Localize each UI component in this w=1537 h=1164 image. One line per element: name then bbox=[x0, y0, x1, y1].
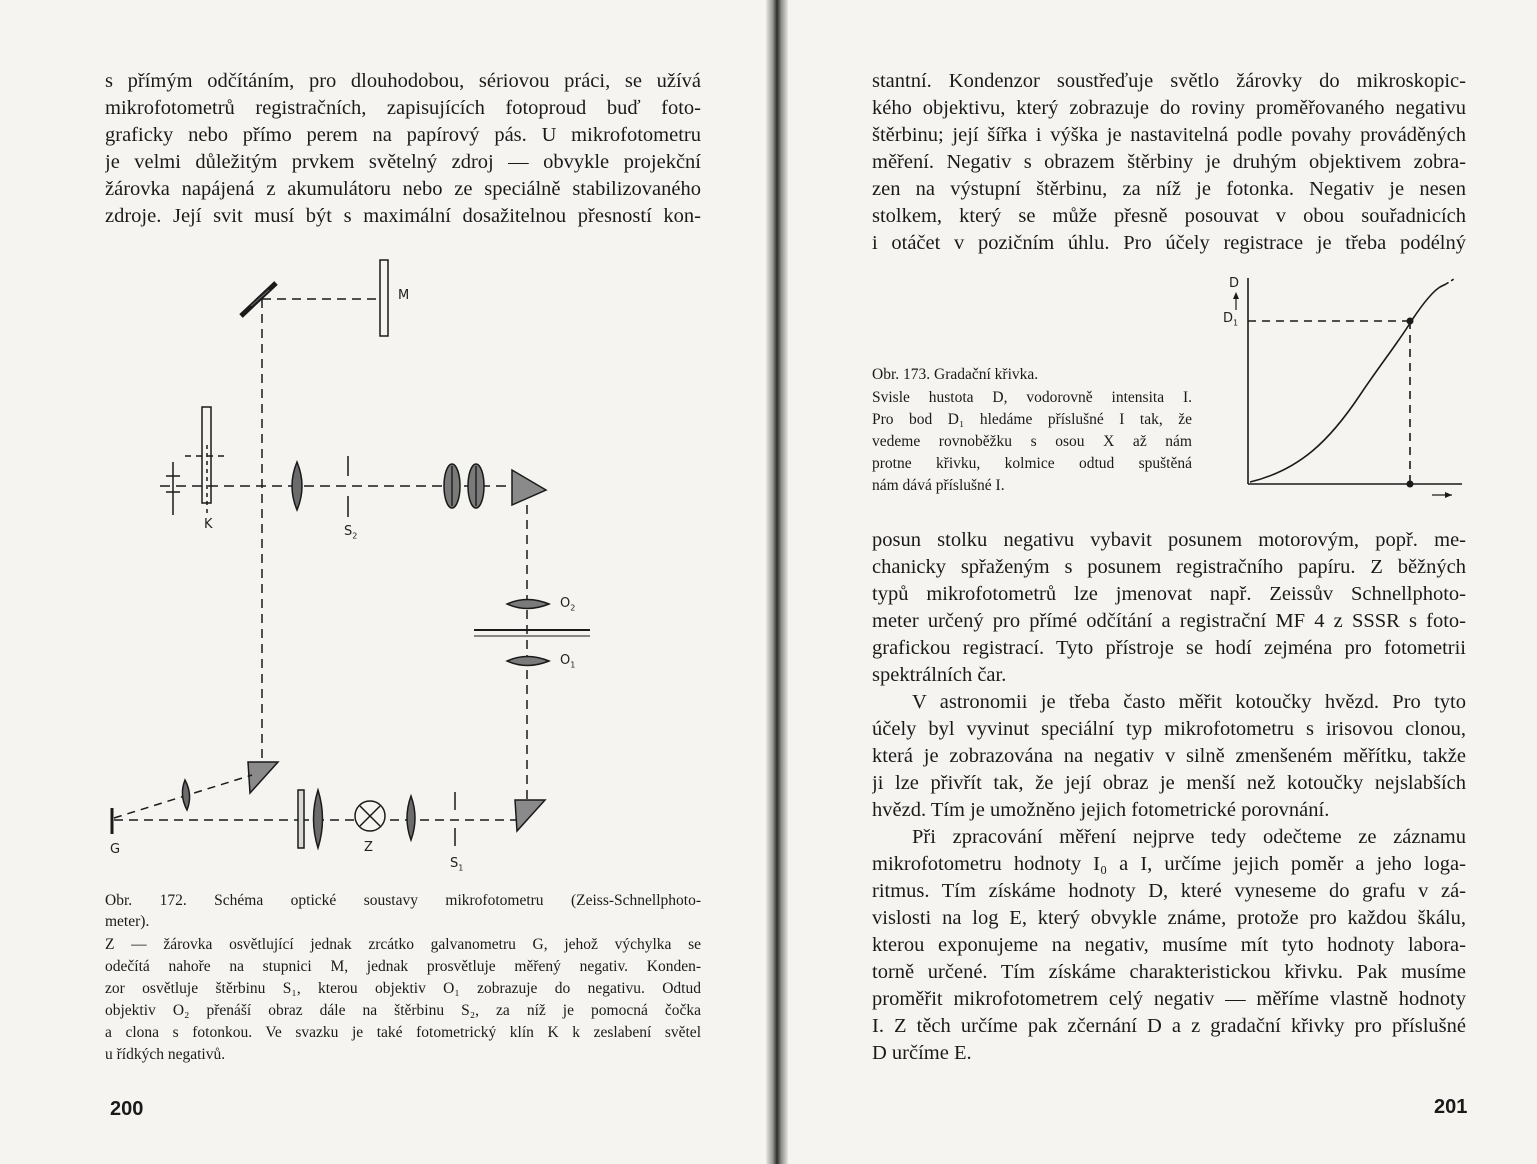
point-i bbox=[1407, 481, 1414, 488]
text-line: V astronomii je třeba často měřit kotoučky hvězd. Pro tyto bbox=[912, 691, 1466, 713]
text-line: vislosti na log E, který obvykle známe, protože pro každou škálu, bbox=[872, 907, 1466, 929]
point-d1 bbox=[1407, 318, 1414, 325]
text-line: i otáčet v pozičním úhlu. Pro účely registrace je třeba podélný bbox=[872, 232, 1466, 254]
text-line: Při zpracování měření nejprve tedy odečteme ze záznamu bbox=[912, 826, 1466, 848]
text-line: proměřit mikrofotometrem celý negativ — měříme vlastně hodnoty bbox=[872, 988, 1466, 1010]
text-line: s přímým odčítáním, pro dlouhodobou, sériovou práci, se užívá bbox=[105, 70, 701, 92]
caption-line: Obr. 172. Schéma optické soustavy mikrofotometru (Zeiss-Schnellphoto- bbox=[105, 892, 701, 909]
text-line: graficky nebo přímo perem na papírový pás. U mikrofotometru bbox=[105, 124, 701, 146]
label-o2: $O_2$ bbox=[560, 596, 576, 613]
caption-line: Pro bod D₁ hledáme příslušné I tak, že bbox=[872, 411, 1192, 428]
caption-line: vedeme rovnoběžku s osou X až nám bbox=[872, 433, 1192, 450]
text-line: typů mikrofotometrů lze jmenovat např. Zeissův Schnellphoto- bbox=[872, 583, 1466, 605]
caption-line: nám dává příslušné I. bbox=[872, 477, 1005, 494]
text-line: chanicky spřaženým s posunem registračního papíru. Z běžných bbox=[872, 556, 1466, 578]
caption-line: objektiv O₂ přenáší obraz dále na štěrbinu S₂, za níž je pomocná čočka bbox=[105, 1002, 701, 1019]
text-line: spektrálních čar. bbox=[872, 664, 1007, 686]
text-line: mikrofotometrů registračních, zapisujících fotoproud buď foto- bbox=[105, 97, 701, 119]
label-g: G bbox=[110, 842, 121, 857]
text-line: kterou exponujeme na negativ, musíme mít tyto hodnoty labora- bbox=[872, 934, 1466, 956]
graph-label-d: D bbox=[1229, 276, 1240, 291]
text-line: mikrofotometru hodnoty I₀ a I, určíme jejich poměr a jeho loga- bbox=[872, 853, 1466, 875]
text-line: ji lze přivřít tak, že její obraz je menší než kotoučky nejslabších bbox=[872, 772, 1466, 794]
text-line: žárovka napájená z akumulátoru nebo ze speciálně stabilizovaného bbox=[105, 178, 701, 200]
text-line: stolkem, který se může přesně posouvat v obou souřadnicích bbox=[872, 205, 1466, 227]
caption-line: u řídkých negativů. bbox=[105, 1046, 226, 1063]
text-line: zen na výstupní štěrbinu, za níž je fotonka. Negativ je nesen bbox=[872, 178, 1466, 200]
graph-label-d1: $D_1$ bbox=[1223, 311, 1239, 328]
caption-line: zor osvětluje štěrbinu S₁, kterou objektiv O₁ zobrazuje do negativu. Odtud bbox=[105, 980, 701, 997]
label-s2: $S_2$ bbox=[344, 524, 358, 541]
label-o1: $O_1$ bbox=[560, 653, 576, 670]
text-line: posun stolku negativu vybavit posunem motorovým, popř. me- bbox=[872, 529, 1466, 551]
text-line: hvězd. Tím je umožněno jejich fotometrické porovnání. bbox=[872, 799, 1330, 821]
text-line: štěrbinu; její šířka i výška je nastavitelná podle povahy prováděných bbox=[872, 124, 1466, 146]
caption-line: odečítá nahoře na stupnici M, jednak prosvětluje měřený negativ. Konden- bbox=[105, 958, 701, 975]
page-number-right: 201 bbox=[1434, 1096, 1468, 1118]
label-s1: $S_1$ bbox=[450, 856, 464, 873]
text-line: kého objektivu, který zobrazuje do roviny proměřovaného negativu bbox=[872, 97, 1466, 119]
caption-line: protne křivku, kolmice odtud spuštěná bbox=[872, 455, 1192, 472]
caption-line: a clona s fotonkou. Ve svazku je také fotometrický klín K k zeslabení světel bbox=[105, 1024, 701, 1041]
label-k: K bbox=[204, 517, 213, 532]
text-line: I. Z těch určíme pak zčernání D a z gradační křivky pro příslušné bbox=[872, 1015, 1466, 1037]
text-line: účely byl vyvinut speciální typ mikrofotometru s irisovou clonou, bbox=[872, 718, 1466, 740]
text-line: zdroje. Její svit musí být s maximální dosažitelnou přesností kon- bbox=[105, 205, 701, 227]
caption-line: Svisle hustota D, vodorovně intensita I. bbox=[872, 389, 1192, 406]
page-number-left: 200 bbox=[110, 1098, 144, 1120]
caption-line: Obr. 173. Gradační křivka. bbox=[872, 366, 1039, 383]
caption-line: Z — žárovka osvětlující jednak zrcátko galvanometru G, jehož výchylka se bbox=[105, 936, 701, 953]
text-line: je velmi důležitým prvkem světelný zdroj — obvykle projekční bbox=[105, 151, 701, 173]
label-m: M bbox=[398, 288, 410, 303]
caption-line: meter). bbox=[105, 913, 150, 930]
text-line: grafickou registrací. Tyto přístroje se hodí zejména pro fotometrii bbox=[872, 637, 1466, 659]
text-line: která je zobrazována na negativ v silně zmenšeném měřítku, takže bbox=[872, 745, 1466, 767]
text-line: stantní. Kondenzor soustřeďuje světlo žárovky do mikroskopic- bbox=[872, 70, 1466, 92]
text-line: měření. Negativ s obrazem štěrbiny je druhým objektivem zobra- bbox=[872, 151, 1466, 173]
label-z: Z bbox=[364, 840, 373, 855]
text-line: D určíme E. bbox=[872, 1042, 972, 1064]
gradation-curve bbox=[1250, 284, 1446, 482]
text-line: torně určené. Tím získáme charakteristickou křivku. Pak musíme bbox=[872, 961, 1466, 983]
text-line: meter určený pro přímé odčítání a registrační MF 4 z SSSR s foto- bbox=[872, 610, 1466, 632]
text-line: ritmus. Tím získáme hodnoty D, které vyneseme do grafu v zá- bbox=[872, 880, 1466, 902]
